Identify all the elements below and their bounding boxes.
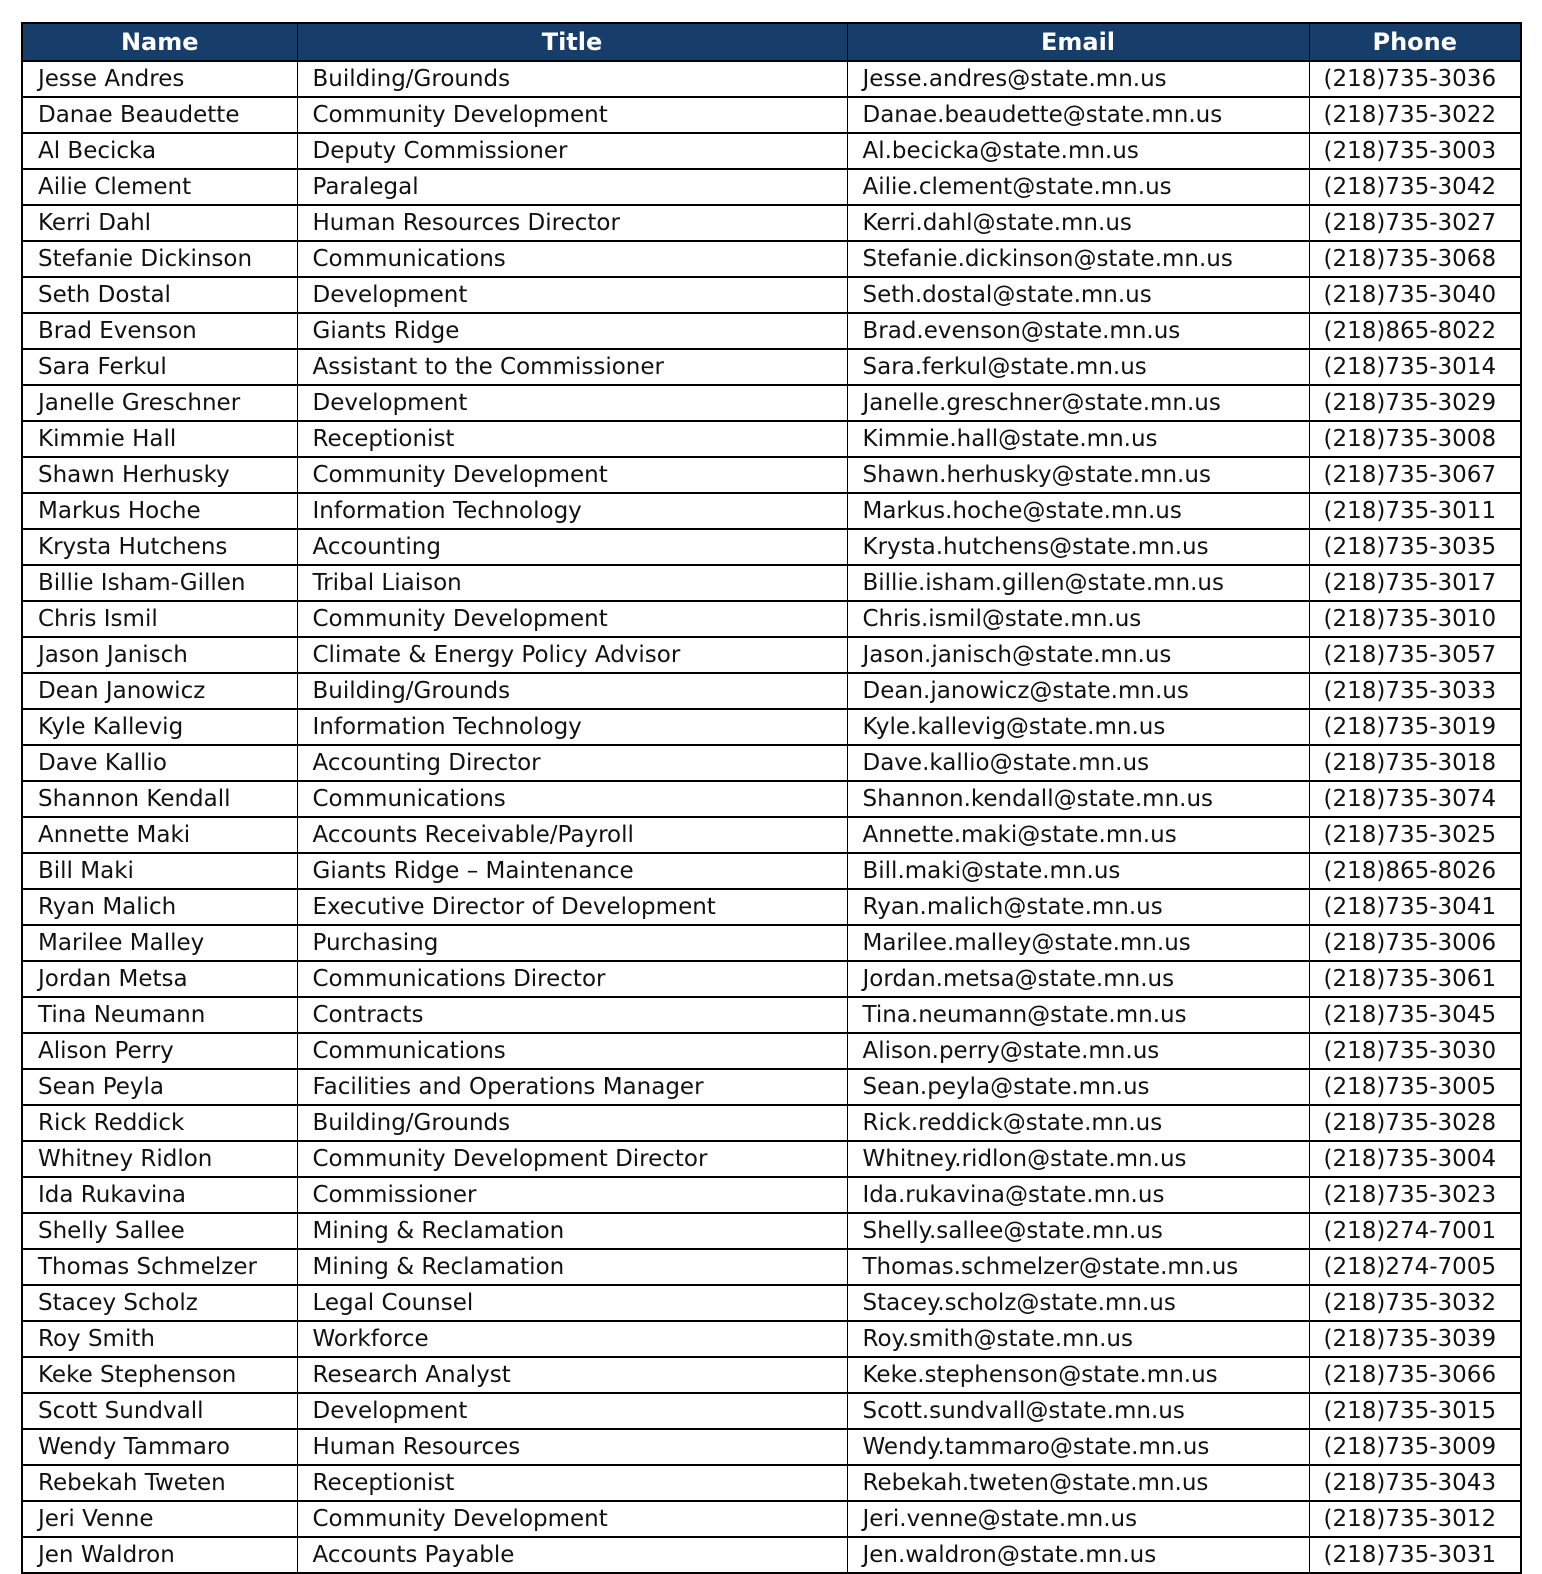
title-cell: Community Development (297, 457, 847, 493)
email-cell: Ailie.clement@state.mn.us (847, 169, 1309, 205)
name-cell: Dave Kallio (22, 745, 297, 781)
email-cell: Stefanie.dickinson@state.mn.us (847, 241, 1309, 277)
table-row (22, 1177, 1521, 1213)
phone-cell: (218)735-3012 (1309, 1501, 1521, 1537)
name-cell: Rebekah Tweten (22, 1465, 297, 1501)
table-row (22, 1213, 1521, 1249)
table-row (22, 529, 1521, 565)
phone-cell: (218)735-3035 (1309, 529, 1521, 565)
email-cell: Rebekah.tweten@state.mn.us (847, 1465, 1309, 1501)
title-cell: Building/Grounds (297, 673, 847, 709)
phone-cell: (218)735-3061 (1309, 961, 1521, 997)
email-cell: Brad.evenson@state.mn.us (847, 313, 1309, 349)
table-row (22, 637, 1521, 673)
title-cell: Information Technology (297, 709, 847, 745)
email-cell: Jason.janisch@state.mn.us (847, 637, 1309, 673)
title-cell: Workforce (297, 1321, 847, 1357)
phone-cell: (218)735-3042 (1309, 169, 1521, 205)
email-cell: Al.becicka@state.mn.us (847, 133, 1309, 169)
table-row (22, 709, 1521, 745)
email-cell: Scott.sundvall@state.mn.us (847, 1393, 1309, 1429)
title-cell: Community Development (297, 97, 847, 133)
table-row (22, 1033, 1521, 1069)
table-row (22, 457, 1521, 493)
phone-cell: (218)735-3027 (1309, 205, 1521, 241)
email-cell: Ida.rukavina@state.mn.us (847, 1177, 1309, 1213)
table-row (22, 565, 1521, 601)
name-cell: Dean Janowicz (22, 673, 297, 709)
phone-cell: (218)735-3031 (1309, 1537, 1521, 1573)
table-row (22, 1465, 1521, 1501)
phone-cell: (218)735-3009 (1309, 1429, 1521, 1465)
title-cell: Receptionist (297, 421, 847, 457)
title-cell: Accounts Receivable/Payroll (297, 817, 847, 853)
title-cell: Receptionist (297, 1465, 847, 1501)
staff-directory-table (21, 22, 1522, 1574)
phone-cell: (218)735-3040 (1309, 277, 1521, 313)
table-row (22, 853, 1521, 889)
email-cell: Marilee.malley@state.mn.us (847, 925, 1309, 961)
title-cell: Commissioner (297, 1177, 847, 1213)
title-cell: Community Development (297, 601, 847, 637)
title-cell: Building/Grounds (297, 61, 847, 97)
phone-cell: (218)735-3074 (1309, 781, 1521, 817)
email-cell: Dave.kallio@state.mn.us (847, 745, 1309, 781)
email-cell: Dean.janowicz@state.mn.us (847, 673, 1309, 709)
email-cell: Whitney.ridlon@state.mn.us (847, 1141, 1309, 1177)
name-cell: Ida Rukavina (22, 1177, 297, 1213)
email-cell: Kyle.kallevig@state.mn.us (847, 709, 1309, 745)
title-cell: Legal Counsel (297, 1285, 847, 1321)
phone-cell: (218)735-3041 (1309, 889, 1521, 925)
name-cell: Janelle Greschner (22, 385, 297, 421)
email-cell: Krysta.hutchens@state.mn.us (847, 529, 1309, 565)
title-cell: Tribal Liaison (297, 565, 847, 601)
phone-cell: (218)735-3043 (1309, 1465, 1521, 1501)
column-header-name: Name (22, 23, 297, 61)
email-cell: Tina.neumann@state.mn.us (847, 997, 1309, 1033)
name-cell: Roy Smith (22, 1321, 297, 1357)
email-cell: Ryan.malich@state.mn.us (847, 889, 1309, 925)
email-cell: Billie.isham.gillen@state.mn.us (847, 565, 1309, 601)
header-row (22, 23, 1521, 61)
table-row (22, 313, 1521, 349)
name-cell: Rick Reddick (22, 1105, 297, 1141)
title-cell: Contracts (297, 997, 847, 1033)
name-cell: Scott Sundvall (22, 1393, 297, 1429)
table-row (22, 169, 1521, 205)
email-cell: Alison.perry@state.mn.us (847, 1033, 1309, 1069)
table-row (22, 1501, 1521, 1537)
table-row (22, 781, 1521, 817)
title-cell: Communications (297, 1033, 847, 1069)
phone-cell: (218)735-3030 (1309, 1033, 1521, 1069)
name-cell: Ailie Clement (22, 169, 297, 205)
name-cell: Kyle Kallevig (22, 709, 297, 745)
name-cell: Stacey Scholz (22, 1285, 297, 1321)
name-cell: Keke Stephenson (22, 1357, 297, 1393)
title-cell: Giants Ridge – Maintenance (297, 853, 847, 889)
name-cell: Shelly Sallee (22, 1213, 297, 1249)
email-cell: Roy.smith@state.mn.us (847, 1321, 1309, 1357)
table-row (22, 241, 1521, 277)
name-cell: Shawn Herhusky (22, 457, 297, 493)
title-cell: Giants Ridge (297, 313, 847, 349)
table-row (22, 673, 1521, 709)
table-row (22, 97, 1521, 133)
title-cell: Assistant to the Commissioner (297, 349, 847, 385)
title-cell: Accounts Payable (297, 1537, 847, 1573)
column-header-phone: Phone (1309, 23, 1521, 61)
title-cell: Facilities and Operations Manager (297, 1069, 847, 1105)
title-cell: Information Technology (297, 493, 847, 529)
title-cell: Communications (297, 241, 847, 277)
email-cell: Annette.maki@state.mn.us (847, 817, 1309, 853)
table-header (22, 23, 1521, 61)
table-row (22, 421, 1521, 457)
table-row (22, 493, 1521, 529)
name-cell: Tina Neumann (22, 997, 297, 1033)
column-header-title: Title (297, 23, 847, 61)
phone-cell: (218)735-3011 (1309, 493, 1521, 529)
title-cell: Community Development (297, 1501, 847, 1537)
phone-cell: (218)274-7001 (1309, 1213, 1521, 1249)
table-row (22, 385, 1521, 421)
phone-cell: (218)735-3003 (1309, 133, 1521, 169)
title-cell: Development (297, 277, 847, 313)
email-cell: Shelly.sallee@state.mn.us (847, 1213, 1309, 1249)
table-row (22, 349, 1521, 385)
table-body (22, 61, 1521, 1573)
phone-cell: (218)735-3014 (1309, 349, 1521, 385)
title-cell: Purchasing (297, 925, 847, 961)
name-cell: Jason Janisch (22, 637, 297, 673)
phone-cell: (218)735-3033 (1309, 673, 1521, 709)
title-cell: Development (297, 1393, 847, 1429)
phone-cell: (218)735-3022 (1309, 97, 1521, 133)
name-cell: Sara Ferkul (22, 349, 297, 385)
title-cell: Communications (297, 781, 847, 817)
table-row (22, 1393, 1521, 1429)
title-cell: Mining & Reclamation (297, 1249, 847, 1285)
phone-cell: (218)735-3008 (1309, 421, 1521, 457)
table-row (22, 997, 1521, 1033)
table-row (22, 1429, 1521, 1465)
phone-cell: (218)735-3032 (1309, 1285, 1521, 1321)
phone-cell: (218)735-3028 (1309, 1105, 1521, 1141)
email-cell: Keke.stephenson@state.mn.us (847, 1357, 1309, 1393)
email-cell: Jordan.metsa@state.mn.us (847, 961, 1309, 997)
title-cell: Paralegal (297, 169, 847, 205)
name-cell: Chris Ismil (22, 601, 297, 637)
title-cell: Human Resources Director (297, 205, 847, 241)
title-cell: Mining & Reclamation (297, 1213, 847, 1249)
name-cell: Jesse Andres (22, 61, 297, 97)
name-cell: Stefanie Dickinson (22, 241, 297, 277)
table-row (22, 277, 1521, 313)
name-cell: Ryan Malich (22, 889, 297, 925)
name-cell: Sean Peyla (22, 1069, 297, 1105)
email-cell: Shawn.herhusky@state.mn.us (847, 457, 1309, 493)
title-cell: Communications Director (297, 961, 847, 997)
name-cell: Annette Maki (22, 817, 297, 853)
email-cell: Janelle.greschner@state.mn.us (847, 385, 1309, 421)
table-row (22, 1141, 1521, 1177)
phone-cell: (218)735-3010 (1309, 601, 1521, 637)
name-cell: Billie Isham-Gillen (22, 565, 297, 601)
name-cell: Al Becicka (22, 133, 297, 169)
name-cell: Jeri Venne (22, 1501, 297, 1537)
email-cell: Markus.hoche@state.mn.us (847, 493, 1309, 529)
name-cell: Marilee Malley (22, 925, 297, 961)
table-row (22, 1105, 1521, 1141)
name-cell: Brad Evenson (22, 313, 297, 349)
title-cell: Building/Grounds (297, 1105, 847, 1141)
name-cell: Danae Beaudette (22, 97, 297, 133)
name-cell: Whitney Ridlon (22, 1141, 297, 1177)
phone-cell: (218)735-3039 (1309, 1321, 1521, 1357)
table-row (22, 889, 1521, 925)
table-row (22, 817, 1521, 853)
phone-cell: (218)735-3057 (1309, 637, 1521, 673)
table-row (22, 61, 1521, 97)
title-cell: Executive Director of Development (297, 889, 847, 925)
table-row (22, 1321, 1521, 1357)
table-row (22, 205, 1521, 241)
name-cell: Shannon Kendall (22, 781, 297, 817)
table-row (22, 1537, 1521, 1573)
email-cell: Shannon.kendall@state.mn.us (847, 781, 1309, 817)
table-row (22, 1285, 1521, 1321)
email-cell: Seth.dostal@state.mn.us (847, 277, 1309, 313)
table-row (22, 1069, 1521, 1105)
phone-cell: (218)735-3019 (1309, 709, 1521, 745)
phone-cell: (218)735-3006 (1309, 925, 1521, 961)
title-cell: Accounting Director (297, 745, 847, 781)
email-cell: Sean.peyla@state.mn.us (847, 1069, 1309, 1105)
email-cell: Kimmie.hall@state.mn.us (847, 421, 1309, 457)
name-cell: Alison Perry (22, 1033, 297, 1069)
title-cell: Human Resources (297, 1429, 847, 1465)
phone-cell: (218)735-3045 (1309, 997, 1521, 1033)
name-cell: Jordan Metsa (22, 961, 297, 997)
name-cell: Bill Maki (22, 853, 297, 889)
email-cell: Stacey.scholz@state.mn.us (847, 1285, 1309, 1321)
email-cell: Jen.waldron@state.mn.us (847, 1537, 1309, 1573)
phone-cell: (218)865-8026 (1309, 853, 1521, 889)
email-cell: Wendy.tammaro@state.mn.us (847, 1429, 1309, 1465)
table-row (22, 1357, 1521, 1393)
email-cell: Bill.maki@state.mn.us (847, 853, 1309, 889)
phone-cell: (218)735-3067 (1309, 457, 1521, 493)
phone-cell: (218)735-3025 (1309, 817, 1521, 853)
name-cell: Seth Dostal (22, 277, 297, 313)
phone-cell: (218)735-3068 (1309, 241, 1521, 277)
name-cell: Wendy Tammaro (22, 1429, 297, 1465)
title-cell: Accounting (297, 529, 847, 565)
table-row (22, 1249, 1521, 1285)
name-cell: Markus Hoche (22, 493, 297, 529)
name-cell: Kerri Dahl (22, 205, 297, 241)
name-cell: Kimmie Hall (22, 421, 297, 457)
phone-cell: (218)274-7005 (1309, 1249, 1521, 1285)
title-cell: Development (297, 385, 847, 421)
email-cell: Chris.ismil@state.mn.us (847, 601, 1309, 637)
email-cell: Jesse.andres@state.mn.us (847, 61, 1309, 97)
table-row (22, 745, 1521, 781)
phone-cell: (218)735-3004 (1309, 1141, 1521, 1177)
phone-cell: (218)735-3029 (1309, 385, 1521, 421)
name-cell: Thomas Schmelzer (22, 1249, 297, 1285)
table-row (22, 925, 1521, 961)
email-cell: Rick.reddick@state.mn.us (847, 1105, 1309, 1141)
email-cell: Jeri.venne@state.mn.us (847, 1501, 1309, 1537)
table-row (22, 961, 1521, 997)
email-cell: Kerri.dahl@state.mn.us (847, 205, 1309, 241)
phone-cell: (218)735-3017 (1309, 565, 1521, 601)
title-cell: Community Development Director (297, 1141, 847, 1177)
email-cell: Thomas.schmelzer@state.mn.us (847, 1249, 1309, 1285)
title-cell: Research Analyst (297, 1357, 847, 1393)
phone-cell: (218)735-3066 (1309, 1357, 1521, 1393)
title-cell: Deputy Commissioner (297, 133, 847, 169)
phone-cell: (218)735-3023 (1309, 1177, 1521, 1213)
table-row (22, 133, 1521, 169)
table-row (22, 601, 1521, 637)
column-header-email: Email (847, 23, 1309, 61)
phone-cell: (218)735-3015 (1309, 1393, 1521, 1429)
name-cell: Jen Waldron (22, 1537, 297, 1573)
email-cell: Sara.ferkul@state.mn.us (847, 349, 1309, 385)
name-cell: Krysta Hutchens (22, 529, 297, 565)
phone-cell: (218)735-3005 (1309, 1069, 1521, 1105)
phone-cell: (218)865-8022 (1309, 313, 1521, 349)
phone-cell: (218)735-3018 (1309, 745, 1521, 781)
email-cell: Danae.beaudette@state.mn.us (847, 97, 1309, 133)
phone-cell: (218)735-3036 (1309, 61, 1521, 97)
title-cell: Climate & Energy Policy Advisor (297, 637, 847, 673)
